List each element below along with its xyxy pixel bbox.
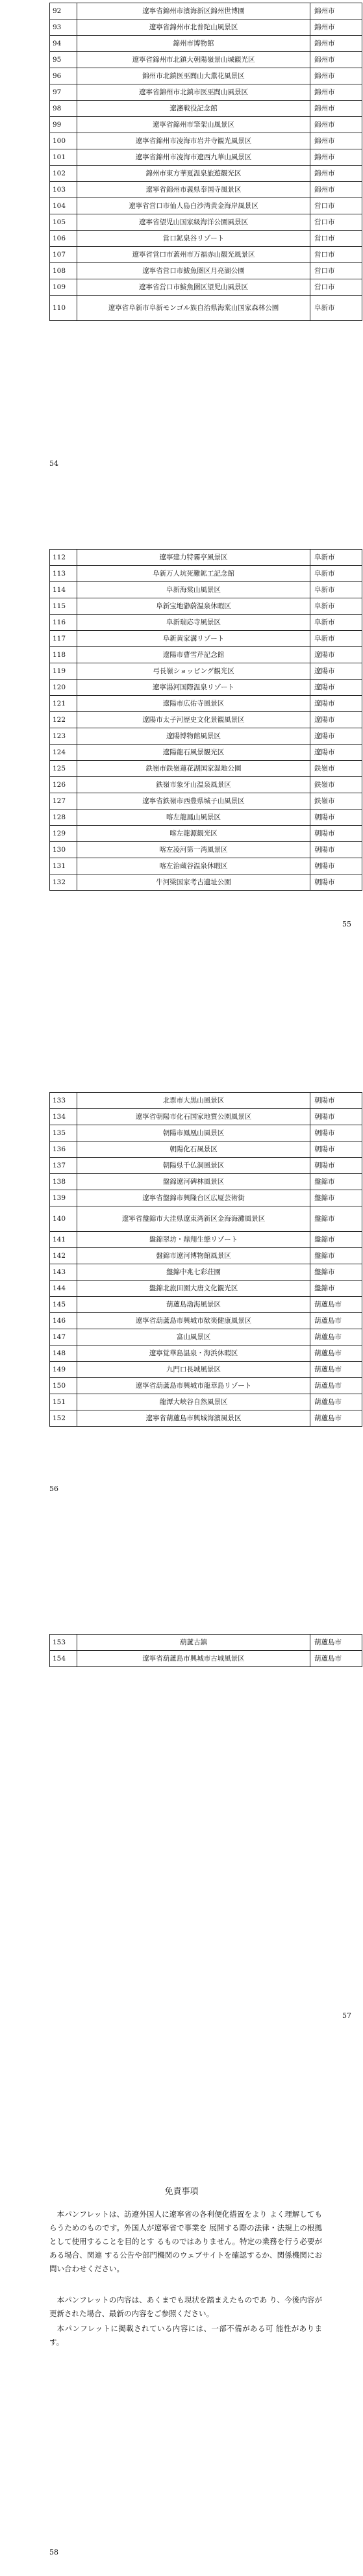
row-number: 134 — [50, 1109, 77, 1125]
city-name: 鉄嶺市 — [310, 777, 362, 793]
table-row — [50, 598, 362, 615]
table-row — [50, 1174, 362, 1190]
scenic-spots-table-page-54 — [49, 3, 362, 321]
spot-name: 喀左凌河第一湾風景区 — [77, 842, 310, 858]
spot-name: 弓長嶺ショッピング観光区 — [77, 663, 310, 680]
city-name: 盤錦市 — [310, 1174, 362, 1190]
table-row — [50, 1190, 362, 1206]
table-row — [50, 182, 362, 198]
row-number: 152 — [50, 1410, 77, 1427]
spot-name: 阜新瑞応寺風景区 — [77, 615, 310, 631]
row-number: 144 — [50, 1281, 77, 1297]
disclaimer-paragraph-2: 本パンフレットの内容は、あくまでも現状を踏まえたものであ り、今後内容が更新された場合、最新の内容をご参照ください。 — [49, 2295, 322, 2318]
scenic-spots-table-page-57 — [49, 1634, 362, 1667]
city-name: 朝陽市 — [310, 810, 362, 826]
table-row — [50, 133, 362, 149]
table-row — [50, 1232, 362, 1248]
city-name: 朝陽市 — [310, 874, 362, 891]
city-name: 錦州市 — [310, 149, 362, 166]
spot-name: 遼寧省盤錦市興隆台区広厦芸術街 — [77, 1190, 310, 1206]
row-number: 99 — [50, 117, 77, 133]
city-name: 葫蘆島市 — [310, 1635, 362, 1651]
spot-name: 遼陽市曹雪芹記念館 — [77, 647, 310, 663]
city-name: 朝陽市 — [310, 826, 362, 842]
spot-name: 遼寧省錦州市濱海新区錦州世博園 — [77, 3, 310, 19]
spot-name: 鉄嶺市象牙山温泉風景区 — [77, 777, 310, 793]
spot-name: 遼寧省錦州市筆架山風景区 — [77, 117, 310, 133]
table-row — [50, 149, 362, 166]
city-name: 盤錦市 — [310, 1190, 362, 1206]
spot-name: 阜新海棠山風景区 — [77, 582, 310, 598]
row-number: 101 — [50, 149, 77, 166]
spot-name: 喀左龍鳳山風景区 — [77, 810, 310, 826]
city-name: 葫蘆島市 — [310, 1362, 362, 1378]
row-number: 154 — [50, 1651, 77, 1667]
spot-name: 遼寧省営口市鮁魚圏区望児山風景区 — [77, 279, 310, 296]
row-number: 151 — [50, 1394, 77, 1410]
row-number: 92 — [50, 3, 77, 19]
row-number: 103 — [50, 182, 77, 198]
city-name: 錦州市 — [310, 166, 362, 182]
city-name: 朝陽市 — [310, 1109, 362, 1125]
city-name: 盤錦市 — [310, 1248, 362, 1264]
spot-name: 営口鉱泉谷リゾート — [77, 231, 310, 247]
row-number: 112 — [50, 550, 77, 566]
spot-name: 阜新万人坑死難鉱工記念館 — [77, 566, 310, 582]
row-number: 145 — [50, 1297, 77, 1313]
city-name: 錦州市 — [310, 3, 362, 19]
spot-name: 遼寧省錦州市北鎮大朝陽嶺景山城観光区 — [77, 52, 310, 68]
table-row — [50, 1093, 362, 1109]
table-row — [50, 1141, 362, 1158]
spot-name: 朝陽市鳳凰山風景区 — [77, 1125, 310, 1141]
spot-name: 喀左治蔵谷温泉休暇区 — [77, 858, 310, 874]
page-number: 58 — [49, 2548, 58, 2557]
city-name: 阜新市 — [310, 631, 362, 647]
table-row — [50, 1313, 362, 1329]
row-number: 95 — [50, 52, 77, 68]
city-name: 朝陽市 — [310, 858, 362, 874]
row-number: 119 — [50, 663, 77, 680]
spot-name: 喀左龍源観光区 — [77, 826, 310, 842]
table-row — [50, 1378, 362, 1394]
table-row — [50, 1248, 362, 1264]
city-name: 葫蘆島市 — [310, 1297, 362, 1313]
row-number: 122 — [50, 712, 77, 728]
spot-name: 盤錦市遼河博物館風景区 — [77, 1248, 310, 1264]
row-number: 115 — [50, 598, 77, 615]
spot-name: 盤錦遼河碑林風景区 — [77, 1174, 310, 1190]
city-name: 阜新市 — [310, 598, 362, 615]
spot-name: 朝陽化石風景区 — [77, 1141, 310, 1158]
spot-name: 盤錦北旅田園大唐文化観光区 — [77, 1281, 310, 1297]
table-row — [50, 214, 362, 231]
table-row — [50, 84, 362, 101]
row-number: 143 — [50, 1264, 77, 1281]
disclaimer-title: 免責事項 — [164, 2187, 199, 2197]
row-number: 123 — [50, 728, 77, 745]
row-number: 129 — [50, 826, 77, 842]
spot-name: 遼寧省葫蘆島市興城海濱風景区 — [77, 1410, 310, 1427]
scenic-spots-table-page-56 — [49, 1092, 362, 1427]
row-number: 100 — [50, 133, 77, 149]
row-number: 150 — [50, 1378, 77, 1394]
city-name: 遼陽市 — [310, 680, 362, 696]
row-number: 96 — [50, 68, 77, 84]
table-row — [50, 826, 362, 842]
spot-name: 九門口長城風景区 — [77, 1362, 310, 1378]
spot-name: 遼寧省望児山国家級海洋公園風景区 — [77, 214, 310, 231]
city-name: 錦州市 — [310, 133, 362, 149]
row-number: 127 — [50, 793, 77, 810]
row-number: 137 — [50, 1158, 77, 1174]
table-row — [50, 1651, 362, 1667]
city-name: 錦州市 — [310, 117, 362, 133]
row-number: 133 — [50, 1093, 77, 1109]
spot-name: 阜新黄家溝リゾート — [77, 631, 310, 647]
row-number: 105 — [50, 214, 77, 231]
spot-name: 遼寧建力特霧亭風景区 — [77, 550, 310, 566]
table-row — [50, 1297, 362, 1313]
row-number: 110 — [50, 296, 77, 321]
spot-name: 遼陽龍石風景観光区 — [77, 745, 310, 761]
city-name: 朝陽市 — [310, 1093, 362, 1109]
spot-name: 鉄嶺市鉄嶺蓮花湖国家湿地公園 — [77, 761, 310, 777]
spot-name: 遼陽市太子河歴史文化景観風景区 — [77, 712, 310, 728]
city-name: 鉄嶺市 — [310, 793, 362, 810]
row-number: 106 — [50, 231, 77, 247]
row-number: 113 — [50, 566, 77, 582]
table-row — [50, 582, 362, 598]
disclaimer-paragraph-1: 本パンフレットは、訪遼外国人に遼寧省の各利便化措置をより よく理解してもらうためのものです。外国人が遼寧省で事業を 展開する際の法律・法規上の根拠として使用することを目的とす るものではありません。特定の業務を行う必要がある場合、関連 する公告や部門機関のウェブサイトを確認するか、関係機関にお 問い合わせください。 — [49, 2210, 322, 2273]
table-row — [50, 728, 362, 745]
city-name: 阜新市 — [310, 566, 362, 582]
row-number: 117 — [50, 631, 77, 647]
table-row — [50, 761, 362, 777]
row-number: 140 — [50, 1206, 77, 1232]
table-row — [50, 263, 362, 279]
city-name: 朝陽市 — [310, 1141, 362, 1158]
table-row — [50, 68, 362, 84]
city-name: 遼陽市 — [310, 728, 362, 745]
row-number: 125 — [50, 761, 77, 777]
city-name: 営口市 — [310, 279, 362, 296]
spot-name: 遼寧省葫蘆島市興城市歓楽健康風景区 — [77, 1313, 310, 1329]
city-name: 阜新市 — [310, 582, 362, 598]
spot-name: 龍潭大峡谷自然風景区 — [77, 1394, 310, 1410]
row-number: 131 — [50, 858, 77, 874]
table-row — [50, 3, 362, 19]
table-row — [50, 247, 362, 263]
table-row — [50, 615, 362, 631]
table-row — [50, 566, 362, 582]
row-number: 93 — [50, 19, 77, 36]
row-number: 128 — [50, 810, 77, 826]
spot-name: 錦州市北鎮医巫閭山大薫花風景区 — [77, 68, 310, 84]
table-row — [50, 745, 362, 761]
spot-name: 遼陽博物館風景区 — [77, 728, 310, 745]
spot-name: 盤錦中兆七彩荘園 — [77, 1264, 310, 1281]
row-number: 146 — [50, 1313, 77, 1329]
city-name: 盤錦市 — [310, 1232, 362, 1248]
spot-name: 遼寧省朝陽市化石国家地質公園風景区 — [77, 1109, 310, 1125]
table-row — [50, 1635, 362, 1651]
spot-name: 遼寧省阜新市阜新モンゴル族自治県海棠山国家森林公園 — [77, 296, 310, 321]
table-row — [50, 696, 362, 712]
spot-name: 遼瀋戦役記念館 — [77, 101, 310, 117]
spot-name: 遼寧省錦州市北普陀山風景区 — [77, 19, 310, 36]
row-number: 121 — [50, 696, 77, 712]
spot-name: 遼寧湯河国際温泉リゾート — [77, 680, 310, 696]
table-row — [50, 198, 362, 214]
spot-name: 朝陽県千仏洞風景区 — [77, 1158, 310, 1174]
spot-name: 遼寧省盤錦市大洼県遼東湾新区金海海灘風景区 — [77, 1206, 310, 1232]
row-number: 107 — [50, 247, 77, 263]
city-name: 葫蘆島市 — [310, 1410, 362, 1427]
city-name: 錦州市 — [310, 182, 362, 198]
city-name: 遼陽市 — [310, 647, 362, 663]
row-number: 102 — [50, 166, 77, 182]
row-number: 98 — [50, 101, 77, 117]
table-row — [50, 52, 362, 68]
city-name: 阜新市 — [310, 296, 362, 321]
city-name: 葫蘆島市 — [310, 1394, 362, 1410]
city-name: 葫蘆島市 — [310, 1329, 362, 1345]
city-name: 遼陽市 — [310, 745, 362, 761]
table-row — [50, 631, 362, 647]
page-number: 56 — [49, 1485, 58, 1493]
row-number: 149 — [50, 1362, 77, 1378]
table-row — [50, 36, 362, 52]
table-row — [50, 1410, 362, 1427]
city-name: 錦州市 — [310, 84, 362, 101]
table-row — [50, 874, 362, 891]
city-name: 錦州市 — [310, 68, 362, 84]
row-number: 116 — [50, 615, 77, 631]
city-name: 遼陽市 — [310, 663, 362, 680]
table-row — [50, 1264, 362, 1281]
row-number: 135 — [50, 1125, 77, 1141]
table-row — [50, 1109, 362, 1125]
table-row — [50, 1125, 362, 1141]
table-row — [50, 712, 362, 728]
spot-name: 牛河梁国家考古遺址公園 — [77, 874, 310, 891]
spot-name: 遼寧省錦州市北鎮市医巫閭山風景区 — [77, 84, 310, 101]
table-row — [50, 1158, 362, 1174]
city-name: 葫蘆島市 — [310, 1313, 362, 1329]
table-row — [50, 231, 362, 247]
city-name: 朝陽市 — [310, 842, 362, 858]
spot-name: 遼寧省錦州市凌海市遼西九華山風景区 — [77, 149, 310, 166]
table-row — [50, 166, 362, 182]
spot-name: 錦州市東方華夏温泉旅遊観光区 — [77, 166, 310, 182]
city-name: 朝陽市 — [310, 1158, 362, 1174]
table-row — [50, 279, 362, 296]
table-row — [50, 1281, 362, 1297]
row-number: 141 — [50, 1232, 77, 1248]
page-number: 55 — [342, 920, 351, 928]
row-number: 136 — [50, 1141, 77, 1158]
spot-name: 遼寧省葫蘆島市興城市古城風景区 — [77, 1651, 310, 1667]
table-row — [50, 1394, 362, 1410]
table-row — [50, 296, 362, 321]
row-number: 104 — [50, 198, 77, 214]
spot-name: 盤錦翠坊・鼎翔生態リゾート — [77, 1232, 310, 1248]
spot-name: 葫蘆古鎮 — [77, 1635, 310, 1651]
row-number: 147 — [50, 1329, 77, 1345]
spot-name: 遼寧覚華島温泉・海浜休暇区 — [77, 1345, 310, 1362]
spot-name: 遼寧省営口市仙人島白沙湾黄金海岸風景区 — [77, 198, 310, 214]
row-number: 109 — [50, 279, 77, 296]
row-number: 138 — [50, 1174, 77, 1190]
spot-name: 北票市大黒山風景区 — [77, 1093, 310, 1109]
spot-name: 遼寧省営口市蓋州市万福赤山観光風景区 — [77, 247, 310, 263]
row-number: 124 — [50, 745, 77, 761]
city-name: 遼陽市 — [310, 712, 362, 728]
table-row — [50, 19, 362, 36]
city-name: 鉄嶺市 — [310, 761, 362, 777]
row-number: 118 — [50, 647, 77, 663]
city-name: 盤錦市 — [310, 1206, 362, 1232]
table-row — [50, 101, 362, 117]
city-name: 営口市 — [310, 214, 362, 231]
row-number: 94 — [50, 36, 77, 52]
city-name: 錦州市 — [310, 52, 362, 68]
city-name: 盤錦市 — [310, 1264, 362, 1281]
table-row — [50, 663, 362, 680]
row-number: 108 — [50, 263, 77, 279]
spot-name: 阜新宝地瀞蔚温泉休暇区 — [77, 598, 310, 615]
city-name: 阜新市 — [310, 615, 362, 631]
city-name: 営口市 — [310, 247, 362, 263]
city-name: 営口市 — [310, 231, 362, 247]
city-name: 遼陽市 — [310, 696, 362, 712]
row-number: 142 — [50, 1248, 77, 1264]
page-number: 57 — [342, 2011, 351, 2020]
table-row — [50, 1206, 362, 1232]
table-row — [50, 810, 362, 826]
city-name: 営口市 — [310, 198, 362, 214]
row-number: 120 — [50, 680, 77, 696]
spot-name: 遼寧省葫蘆島市興城市龍華島リゾート — [77, 1378, 310, 1394]
row-number: 126 — [50, 777, 77, 793]
table-row — [50, 858, 362, 874]
table-row — [50, 842, 362, 858]
spot-name: 富山風景区 — [77, 1329, 310, 1345]
city-name: 錦州市 — [310, 36, 362, 52]
row-number: 130 — [50, 842, 77, 858]
city-name: 葫蘆島市 — [310, 1345, 362, 1362]
disclaimer-paragraph-3: 本パンフレットに掲載されている内容には、一部不備がある可 能性があります。 — [49, 2324, 322, 2347]
city-name: 葫蘆島市 — [310, 1378, 362, 1394]
city-name: 錦州市 — [310, 19, 362, 36]
row-number: 132 — [50, 874, 77, 891]
table-row — [50, 550, 362, 566]
city-name: 阜新市 — [310, 550, 362, 566]
spot-name: 遼陽市広佑寺風景区 — [77, 696, 310, 712]
spot-name: 遼寧省錦州市義県奉国寺風景区 — [77, 182, 310, 198]
table-row — [50, 1329, 362, 1345]
table-row — [50, 680, 362, 696]
row-number: 148 — [50, 1345, 77, 1362]
table-row — [50, 793, 362, 810]
row-number: 114 — [50, 582, 77, 598]
city-name: 営口市 — [310, 263, 362, 279]
page-number: 54 — [49, 459, 58, 468]
spot-name: 錦州市博物館 — [77, 36, 310, 52]
spot-name: 遼寧省錦州市凌海市岩井寺観光風景区 — [77, 133, 310, 149]
table-row — [50, 647, 362, 663]
table-row — [50, 1362, 362, 1378]
table-row — [50, 1345, 362, 1362]
table-row — [50, 777, 362, 793]
city-name: 盤錦市 — [310, 1281, 362, 1297]
spot-name: 遼寧省鉄嶺市西豊県城子山風景区 — [77, 793, 310, 810]
row-number: 153 — [50, 1635, 77, 1651]
spot-name: 葫蘆島渤海風景区 — [77, 1297, 310, 1313]
row-number: 97 — [50, 84, 77, 101]
city-name: 朝陽市 — [310, 1125, 362, 1141]
scenic-spots-table-page-55 — [49, 549, 362, 891]
row-number: 139 — [50, 1190, 77, 1206]
table-row — [50, 117, 362, 133]
spot-name: 遼寧省営口市鮁魚圏区月亮湖公園 — [77, 263, 310, 279]
city-name: 葫蘆島市 — [310, 1651, 362, 1667]
city-name: 錦州市 — [310, 101, 362, 117]
